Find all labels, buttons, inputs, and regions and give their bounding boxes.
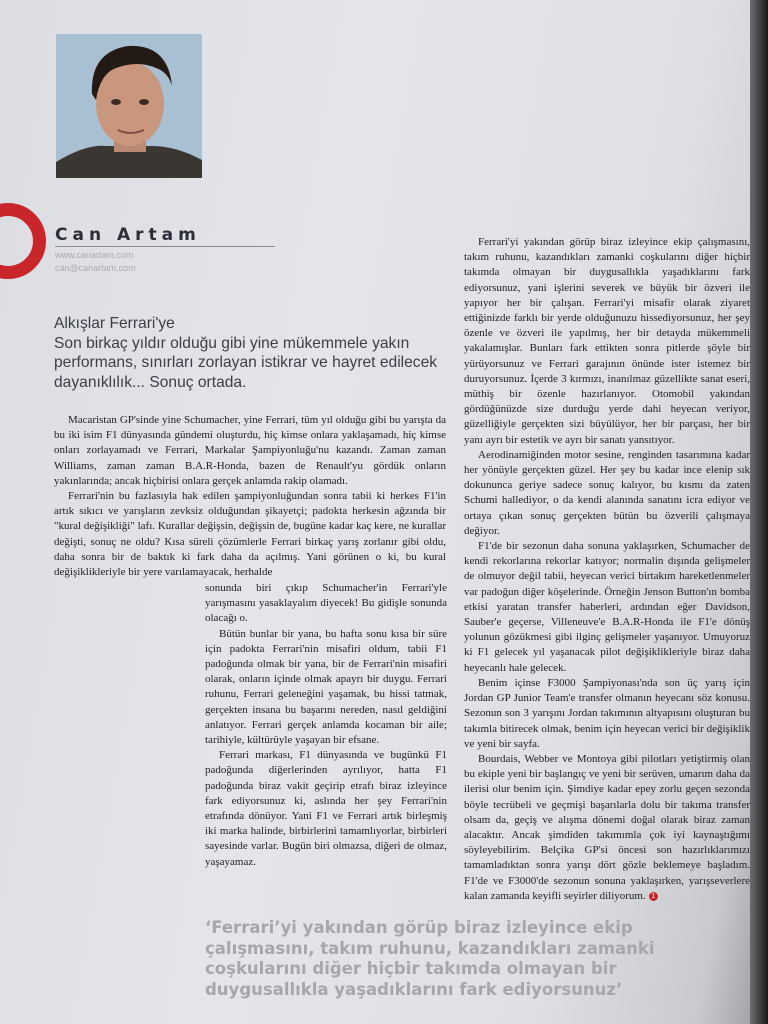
author-byline	[55, 225, 280, 273]
author-website: www.canartam.com	[55, 250, 134, 260]
paragraph: Ferrari markası, F1 dünyasında ve bugünkü F1 padoğunda diğerlerinden ayrılıyor, hatta F1 padoğunda biraz vakit geçirip etrafı biraz izleyince fark ediyorsunuz ki, aslında her şey Ferrari'nin etrafında dönüyor. Yani F1 ve Ferrari artık birleşmiş iki marka halinde, birbirlerini tamamlıyorlar, birbirleri sayesinde varlar. Bugün biri olmazsa, diğeri de olmaz, yaşayamaz.	[205, 749, 447, 868]
paragraph: Ferrari'yi yakından görüp biraz izleyince ekip çalışmasını, takım ruhunu, kazandıkları zamanki coşkularını diğer hiçbir takımda olmayan bir duygusallıkla yaşadıklarını fark ediyorsunuz, yani işlerini severek ve büyük bir özveri ile yapıyor her bir çalışan. Ferrari'yi misafir olarak ziyaret ettiğinizde farklı bir yerde olduğunuzu hissediyorsunuz, her şey özenle ve özveri ile yapılmış, her bir detayda mükemmeli yakalamışlar. Bunları fark ettikten sonra pitlerde şöyle bir yürüyorsunuz ve Ferrari garajının önünde ister istemez bir duruyorsunuz. İçerde 3 kırmızı, inanılmaz güzellikte sanat eseri, müthiş bir özenle hazırlanıyor. Otomobil yakından gördüğünüzde size durduğu yerde dahi heyecan veriyor, güzelliğiyle gerçekten sizi büyülüyor, her bir parçası, her bir yanı ayrı bir estetik ve ayrı bir sanatı yansıtıyor.	[464, 236, 750, 446]
article-headline: Alkışlar Ferrari'ye Son birkaç yıldır olduğu gibi yine mükemmele yakın performans, sınırları zorlayan istikrar ve hayret edilecek dayanıklılık... Sonuç ortada.	[54, 315, 438, 391]
paragraph: Aerodinamiğinden motor sesine, renginden tasarımına kadar her yönüyle gerçekten güzel. Her şey bu kadar ince elenip sık dokununca geriye sadece sonuç kalıyor, bu kısmı da zaten Schumi hallediyor, o da kendi alanında sanatını icra ediyor ve ortaya çıkan sonuç gerçekten bütün bu özverili çalışmaya değiyor.	[464, 448, 750, 537]
end-mark-icon: 1	[649, 892, 658, 901]
paragraph-text: Bourdais, Webber ve Montoya gibi pilotları yetiştirmiş olan bu ekiple yeni bir başlangıç ve yeni bir serüven, umarım daha da ilerisi olur benim için. Şimdiye kadar epey zorlu geçen sezonda böyle tecrübeli ve geçmişi başarılarla dolu bir takıma transfer olsam da, geçiş ve alışma dönemi doğal olarak biraz zaman alacaktır. Ancak şimdiden takımımla çok iyi kaynaştığımı söyleyebilirim. Belçika GP'si öncesi son hazırlıklarımızı tamamladıktan sonra yarışı dört gözle beklemeye başladım. F1'de ve F3000'de sezonun sonuna yaklaşırken, yarışseverlere kalan zamanda keyifli seyirler diliyorum.	[464, 752, 750, 902]
red-ring-decoration	[0, 203, 46, 279]
paragraph: Macaristan GP'sinde yine Schumacher, yine Ferrari, tüm yıl olduğu gibi bu yarışta da bu iki isim F1 dünyasında gündemi oluşturdu, hiç kimse onlara yaklaşamadı, hiç kimse onları zorlayamadı ve Ferrari, Markalar Şampiyonluğu'nu kazandı. Zaman zaman Williams, zaman zaman B.A.R-Honda, bazen de Renault'yu gördük onların yakınlarında; ancak hiçbirisi onlara gerçek anlamda rakip olamadı.	[54, 414, 446, 487]
paragraph: Benim içinse F3000 Şampiyonası'nda son üç yarış için Jordan GP Junior Team'e transfer olmanın heyecanı söz konusu. Sezonun son 3 yarışını Jordan takımının altyapısını oluşturan bu takımla bitirecek olmak, benim için heyecan verici bir değişiklik ve yeni bir sayfa.	[464, 676, 750, 750]
author-photo	[56, 34, 202, 178]
magazine-spine	[750, 0, 768, 1024]
left-column-narrow	[205, 581, 447, 870]
author-email: can@canartam.com	[55, 263, 136, 273]
paragraph: sonunda biri çıkıp Schumacher'in Ferrari'yle yarışmasını yasaklayalım diyecek! Bu gidişle sonunda olacağı o.	[205, 582, 447, 625]
right-column	[464, 235, 750, 904]
paragraph-last	[464, 752, 750, 904]
author-name: Can Artam	[55, 225, 275, 247]
paragraph: F1'de bir sezonun daha sonuna yaklaşırken, Schumacher de kendi rekorlarına rekorlar katıyor; normalin dışında gelişmeler de olmuyor değil tabii, heyecan verici birtakım hareketlenmeler var padoğun diğer köşelerinde. Örneğin Jenson Button'ın bomba etkisi yaratan transfer haberleri, ardından eğer Davidson, Sauber'e geçerse, Villeneuve'e B.A.R-Honda ile F1'e dönüş yolunun gözükmesi gibi ilginç gelişmeler yaşanıyor. Umuyoruz ki F1 gelecek yıl yaşanacak pilot değişiklikleriyle biraz daha heyecanlı hale gelecek.	[464, 540, 750, 674]
left-column-full-width	[54, 413, 446, 580]
paragraph: Bütün bunlar bir yana, bu hafta sonu kısa bir süre için padokta Ferrari'nin misafiri oldum, tabii F1 padoğunda olmak bir yana, bir de Ferrari'nin misafiri olarak, onların içinde olmak apayrı bir duygu. Ferrari ruhunu, Ferrari geleneğini yaşamak, bu hissi tatmak, gerçekten insana bu başarını nereden, nasıl geldiğini anlatıyor. Ferrari gerçek anlamda kocaman bir aile; tarihiyle, kültürüyle yaşayan bir efsane.	[205, 627, 447, 747]
paragraph: Ferrari'nin bu fazlasıyla hak edilen şampiyonluğundan sonra tabii ki herkes F1'in artık sıkıcı ve yarışların zevksiz olduğundan şikayetçi; padokta herkesin ağzında bir "kural değişikliği" lafı. Kurallar değişsin, değişsin de, bugüne kadar kaç kere, ne kurallar değişti, sonuç ne oldu? Kısa süreli çözümlerle Ferrari birkaç yarış zorlanır gibi oldu, daha sonra bir de baktık ki fark daha da açılmış. Yani görünen o ki, bu kural değişiklikleriyle bir yere varılamayacak, herhalde	[54, 490, 446, 579]
pull-quote: ‘Ferrari’yi yakından görüp biraz izleyince ekip çalışmasını, takım ruhunu, kazandıkları zamanki coşkularını diğer hiçbir takımda olmayan bir duygusallıkla yaşadıklarını fark ediyorsunuz’	[205, 918, 655, 999]
